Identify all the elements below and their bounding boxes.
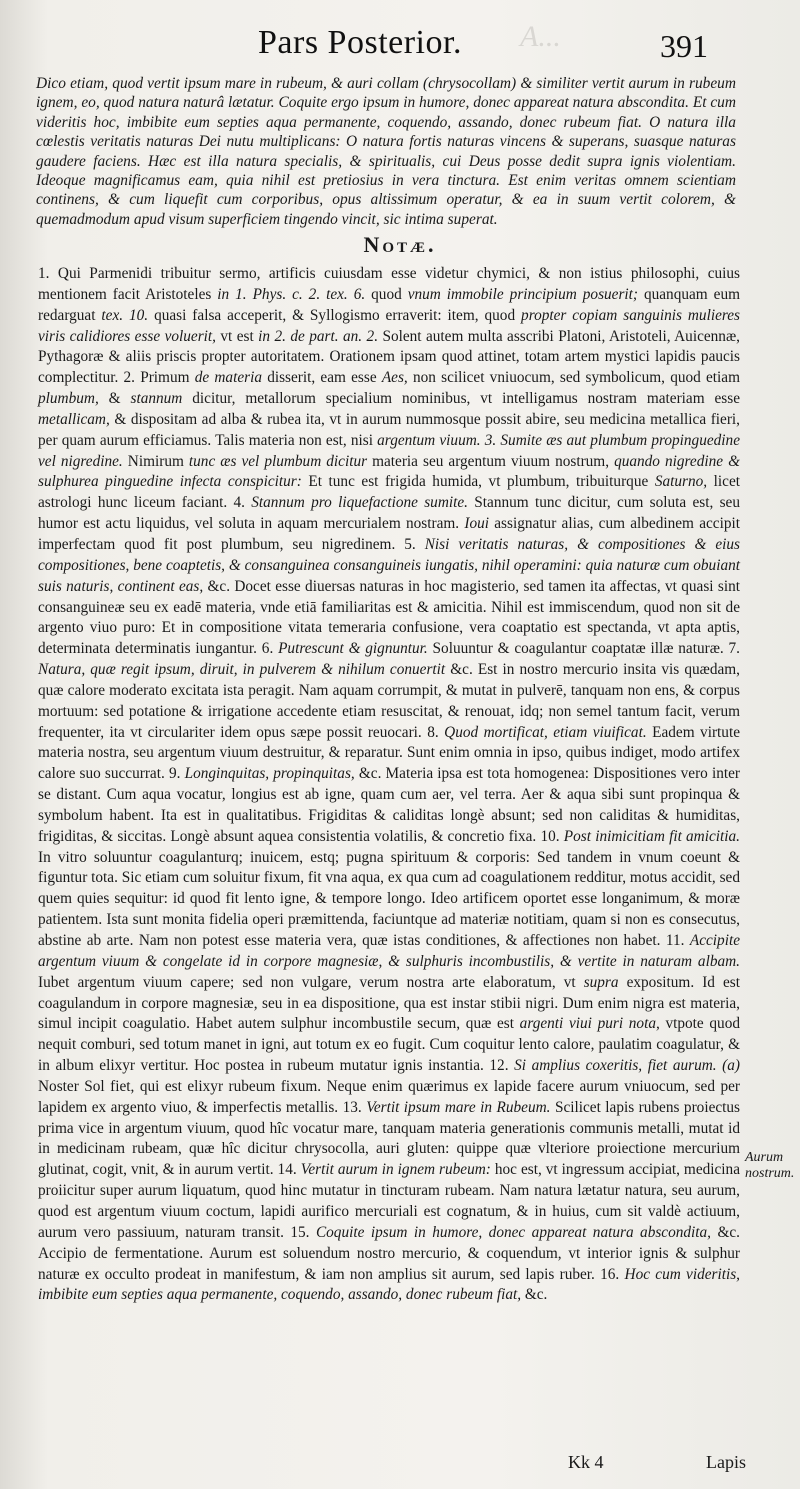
text-segment: non scilicet vniuocum, sed symbolicum, quod etiam [407, 369, 740, 387]
quotation: plumbum, [38, 390, 99, 408]
quotation: Saturno, [654, 473, 708, 491]
quotation: Post inimicitiam fit amicitia. [563, 827, 740, 845]
text-segment: disserit, eam esse [261, 369, 382, 387]
citation: in 2. de part. an. 2. [258, 327, 379, 345]
signature-mark: Kk 4 [568, 1452, 604, 1472]
page-number: 391 [660, 28, 708, 64]
quotation: quando nigredine & sulphurea pinguedine infecta conspicitur: [38, 452, 740, 491]
notes-heading: Notæ. [363, 232, 437, 257]
quotation: supra [583, 973, 619, 991]
quotation: Coquite ipsum in humore, donec appareat natura abscondita, [315, 1223, 712, 1241]
bleed-through-text: A... [520, 20, 561, 53]
text-segment: Solent autem multa asscribi Platoni, Aristoteli, Auicennæ, Pythagoræ & aliis priscis propter autoritatem. Orationem ipsam quod attinet, totam artem mystici lapidis paucis complectitur. 2. Primum [38, 327, 740, 387]
quotation: Longinquitas, propinquitas, [184, 765, 355, 783]
text-segment: licet astrologi hunc liceum faciant. 4. [38, 473, 740, 512]
text-segment: dicitur, metallorum specialium nominibus, vt intelligamus nostram materiam esse [182, 390, 740, 408]
text-segment: & [98, 390, 131, 408]
text-segment: Scilicet lapis rubens proiectus prima vice in argentum viuum, quod hîc vocatur mare, tanquam materia generationis communis metalli, mutat id in medicinam rubeam, quæ hîc dicitur chrysocolla, auri gluten: quippe quæ vlteriore proiectione mercurium glutinat, cogit, vnit, & in aurum vertit. 14. [38, 1098, 740, 1179]
quotation: Putrescunt & gignuntur. [278, 640, 428, 658]
text-segment: quanquam eum redarguat [38, 285, 740, 324]
quotation: Si amplius coxeritis, fiet aurum. (a) [514, 1057, 741, 1075]
text-segment: Noster Sol fiet, qui est elixyr rubeum fixum. Neque enim quærimus ex lapide facere aurum vniuocum, sed per lapidem ex argento viuo, & imperfectis metallis. 13. [38, 1077, 740, 1116]
citation: tex. 10. [101, 306, 149, 324]
margin-note: Aurum nostrum. [745, 1150, 795, 1181]
quotation: Quod mortificat, etiam viuificat. [444, 723, 647, 741]
text-segment: Eadem virtute materia nostra, seu argentum viuum destruitur, & reparatur. Sunt enim omnia in ipso, quibus indiget, modo artifex calore suo succurrat. 9. [38, 723, 740, 783]
text-segment: assignatur alias, cum albedinem accipit imperfectam quod fit post plumbum, seu nigredinem. 5. [38, 515, 740, 553]
text-segment: &c. Docet esse diuersas naturas in hoc magisterio, sed tamen ita affectas, vt quasi sint consanguineæ seu ex eadē materia, vnde etiā familiaritas est & amicitia. Nihil est immiscendum, quod non sit de argento viuo puro: Et in compositione vitata temeraria confusione, vera coaptatio est spectanda, vt apta aptis, determinata determinatis iungantur. 6. [38, 577, 740, 658]
intro-paragraph: Dico etiam, quod vertit ipsum mare in rubeum, & auri collam (chrysocollam) & similiter vertit aurum in rubeum ignem, eo, quod natura naturâ lætatur. Coquite ergo ipsum in humore, donec appareat natura abscondita. Et cum videritis hoc, imbibite eum septies aqua permanente, coquendo, assando, donec rubeum fiat. O natura illa cœlestis veritatis naturas Dei nutu multiplicans: O natura fortis naturas vincens & superans, suasque naturas gaudere faciens. Hæc est illa natura specialis, & spiritualis, cui Deus posse dedit supra ignis violentiam. Ideoque magnificamus eam, quia nihil est pretiosius in vera tinctura. Est enim veritas omnem scientiam continens, & cum liquefit cum corporibus, opus altissimum operatur, & ea in suum vertit colorem, & quemadmodum apud visum superficiem tingendo vincit, sic intima superat. [36, 75, 736, 228]
text-segment: & dispositam ad alba & rubea ita, vt in aurum nummosque possit abire, seu medicina metallica fieri, per quam aurum efficiamus. Talis materia non est, nisi [38, 410, 740, 449]
text-segment: Et tunc est frigida humida, vt plumbum, tribuiturque [301, 473, 655, 491]
text-segment: expositum. Id est coagulandum in corpore magnesiæ, seu in ea dispositione, qua est instar stibii nigri. Dum enim nigra est materia, simul incipit coagulatio. Habet autem sulphur incombustile secum, quæ est [38, 973, 740, 1033]
quotation: tunc æs vel plumbum dicitur [188, 452, 368, 470]
text-segment: vt est [215, 327, 259, 345]
running-title: Pars Posterior. [258, 24, 462, 61]
text-segment: In vitro soluuntur coagulanturq; inuicem, estq; pugna spirituum & corporis: Sed tandem in vnum coeunt & figuntur tota. Sic etiam cum soluitur fixum, fit vna aqua, ex qua cum ad coagulationem redditur, motus accidit, sed quem quies sequitur: id quod fit lento igne, & tempore longo. Ideo artificem oportet esse longanimum, & moræ patientem. Ista sunt monita fidelia operi præmittenda, faciuntque ad materiæ notitiam, quam si non es consecutus, abstine ab arte. Nam non potest esse materia vera, quæ istas conditiones, & affectiones non habet. 11. [38, 848, 740, 949]
quotation: Aes, [381, 369, 408, 387]
text-segment: vtpote quod nequit comburi, sed totum manet in igni, aut totum ex eo fugit. Cum coquitur lento calore, paulatim coagulatur, & in album elixyr vertitur. Hoc postea in rubeum mutatur ignis instantia. 12. [38, 1015, 740, 1075]
text-segment: Stannum tunc dicitur, cum soluta est, seu humor est actu liquidus, vel soluta in aquam mercurialem nostram. [38, 494, 740, 533]
quotation: argentum viuum. 3. Sumite æs aut plumbum propinguedine vel nigredine. [38, 431, 740, 470]
text-segment: &c. Est in nostro mercurio insita vis quædam, quæ calore moderato excitata ista peragit. Nam aquam corrumpit, & mutat in pulverē, tanquam non ens, & corpus mortuum: sed potatione & irrigatione accedente etiam resuscitat, & renouat, idq; non semel tantum facit, verum frequenter, ita vt circulariter idem opus sæpe possit reuocari. 8. [38, 661, 740, 741]
quotation: Vertit ipsum mare in Rubeum. [366, 1098, 551, 1116]
text-segment: quod [365, 285, 408, 303]
quotation: de materia [194, 369, 262, 387]
citation: in 1. Phys. c. 2. tex. 6. [217, 285, 366, 303]
text-segment: materia seu argentum viuum nostrum, [367, 452, 615, 470]
text-segment: hoc est, vt ingressum accipiat, medicina proiicitur super aurum liquatum, quod hinc mutatur in tincturam rubeam. Nam natura lætatur natura, seu aurum, quod est argentum viuum coctum, lapidi aurifico mercuriali est cognatum, & in huius, cum sit valdè actiuum, aurum vero passiuum, naturam transit. 15. [38, 1161, 740, 1241]
text-segment: Soluuntur & coagulantur coaptatæ illæ naturæ. 7. [427, 640, 741, 658]
quotation: Natura, quæ regit ipsum, diruit, in pulverem & nihilum conuertit [38, 661, 446, 679]
text-segment: Iubet argentum viuum capere; sed non vulgare, verum nostra arte elaboratum, vt [38, 973, 584, 991]
quotation: Hoc cum videritis, imbibite eum septies aqua permanente, coquendo, assando, donec rubeum fiat, [38, 1265, 741, 1304]
quotation: Stannum pro liquefactione sumite. [251, 494, 468, 512]
quotation: Ioui [464, 515, 490, 533]
quotation: Nisi veritatis naturas, & compositiones & eius compositiones, bene coaptetis, & consanguinea consanguineis iungatis, nihil operamini: quia naturæ cum obuiant suis naturis, continent eas, [38, 535, 741, 595]
quotation: stannum [130, 390, 183, 408]
quotation: propter copiam sanguinis mulieres viris calidiores esse voluerit, [38, 306, 740, 345]
quotation: Vertit aurum in ignem rubeum: [300, 1161, 491, 1179]
catchword: Lapis [706, 1452, 746, 1472]
page-header [0, 18, 800, 68]
quotation: argenti viui puri nota, [519, 1015, 660, 1033]
text-segment: &c. Materia ipsa est tota homogenea: Dispositiones vero inter se distant. Cum aqua vocatur, longius est ab igne, quam cum aer, vel terra. Aer & aqua sibi sunt propinqua & symbolum habent. Ita est in qualitatibus. Frigiditas & caliditas longè absunt; sed non caliditas & humiditas, frigiditas, & siccitas. Longè absunt aquea consistentia volatilis, & concretio fixa. 10. [38, 765, 740, 845]
text-segment: &c. [521, 1286, 548, 1304]
text-segment: Nimirum [122, 452, 189, 470]
text-segment: 1. Qui Parmenidi tribuitur sermo, artificis cuiusdam esse videtur chymici, & non istius philosophi, cuius mentionem facit Aristoteles [38, 265, 740, 303]
quotation: metallicam, [38, 410, 110, 428]
text-segment: &c. Accipio de fermentatione. Aurum est soluendum nostro mercurio, & coquendum, vt interior ignis & sulphur naturæ ex occulto prodeat in manifestum, & iam non amplius sit aurum, sed lapis ruber. 16. [38, 1223, 740, 1283]
quotation: Accipite argentum viuum & congelate id in corpore magnesiæ, & sulphuris incombustilis, & vertite in naturam albam. [38, 932, 740, 970]
text-segment: quasi falsa acceperit, & Syllogismo erraverit: item, quod [148, 306, 522, 324]
notes-body [38, 264, 740, 1306]
quotation: vnum immobile principium posuerit; [407, 285, 639, 303]
